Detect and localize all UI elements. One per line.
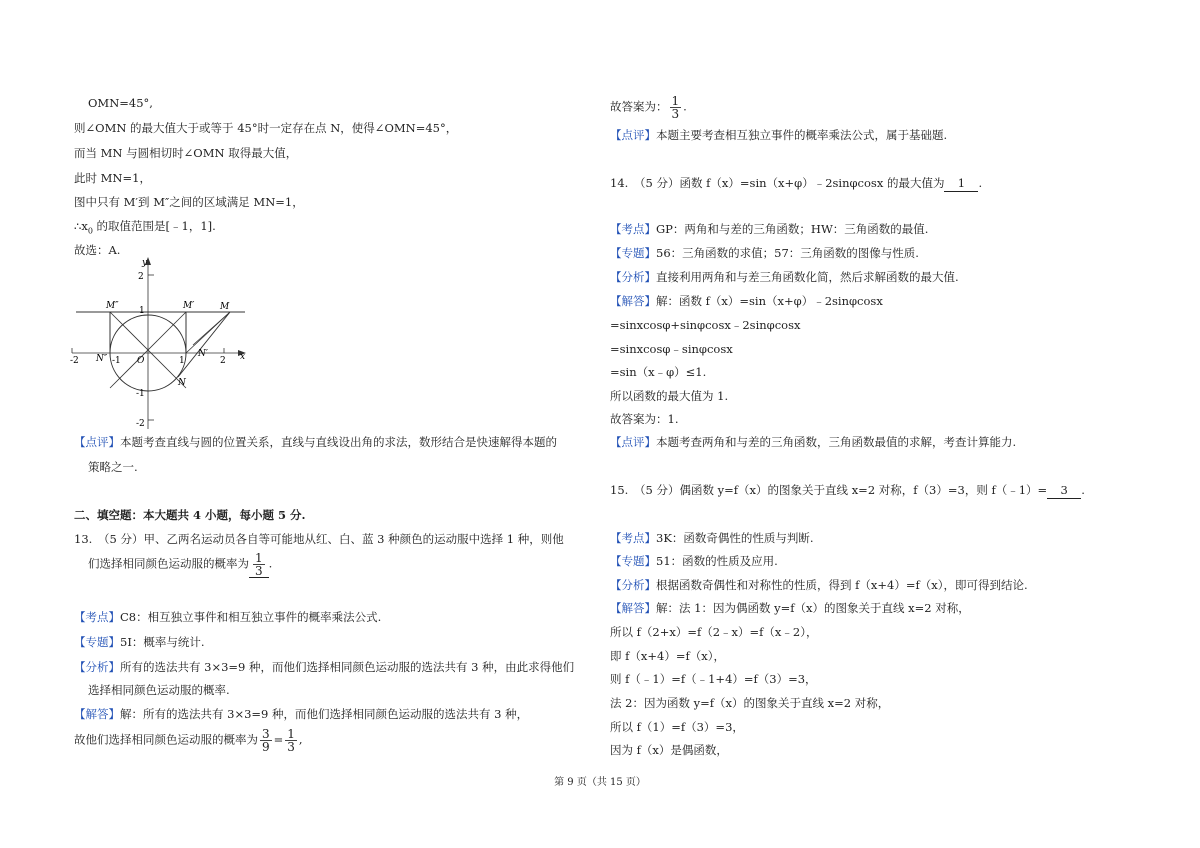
tick-label: 1 <box>179 356 185 366</box>
axis-label-x: x <box>240 352 246 362</box>
text-line: $\therefore x_0$ 的取值范围是[﹣1，1]. <box>74 219 216 236</box>
text-line: 图中只有 M′到 M″之间的区域满足 MN=1， <box>74 195 304 209</box>
question-15: 15. （5 分）偶函数 y=f（x）的图象关于直线 x=2 对称，f（3）=3，则 f（﹣1）= 3 . <box>610 483 1085 497</box>
point-label: N″ <box>96 354 108 364</box>
kaodian-line: 【考点】GP：两角和与差的三角函数；HW：三角函数的最值. <box>610 222 929 236</box>
text-line: 则∠OMN 的最大值大于或等于 45°时一定存在点 N，使得∠OMN=45°， <box>74 121 458 135</box>
text-line: 故他们选择相同颜色运动服的概率为 $\frac{3}{9}$ = $\frac{1}{3}$ , <box>74 727 303 754</box>
jieda-line: 【解答】解：所有的选法共有 3×3=9 种，而他们选择相同颜色运动服的选法共有 3 种， <box>74 707 529 721</box>
point-label: N <box>178 378 186 388</box>
text-line: 故答案为： $\frac{1}{3}$ . <box>610 94 687 121</box>
axis-label-y: y <box>142 258 148 268</box>
origin-label: O <box>137 356 145 366</box>
section-title: 二、填空题：本大题共 4 小题，每小题 5 分. <box>74 508 306 522</box>
jieda-line: 【解答】解：函数 f（x）=sin（x+φ）﹣2sinφcosx <box>610 294 883 308</box>
answer-blank: 1 <box>944 175 978 192</box>
review-line: 【点评】本题考查直线与圆的位置关系，直线与直线设出角的求法，数形结合是快速解得本题的 <box>74 435 557 449</box>
text-line: =sin（x﹣φ）≤1. <box>610 365 707 379</box>
answer-blank: $\frac{1}{3}$ <box>249 552 269 578</box>
fenxi-line: 【分析】根据函数奇偶性和对称性的性质，得到 f（x+4）=f（x），即可得到结论. <box>610 578 1028 592</box>
text-line: 则 f（﹣1）=f（﹣1+4）=f（3）=3， <box>610 672 817 686</box>
fenxi-line: 【分析】所有的选法共有 3×3=9 种，而他们选择相同颜色运动服的选法共有 3 种，由此求得他们 <box>74 660 575 674</box>
point-label: N′ <box>198 349 208 359</box>
jieda-line: 【解答】解：法 1：因为偶函数 y=f（x）的图象关于直线 x=2 对称， <box>610 601 970 615</box>
zhuanti-line: 【专题】5I：概率与统计. <box>74 635 205 649</box>
text-line: 策略之一. <box>88 460 138 474</box>
text-line: =sinxcosφ﹣sinφcosx <box>610 342 733 356</box>
text-line: 故答案为：1. <box>610 412 679 426</box>
text-line: 因为 f（x）是偶函数， <box>610 743 728 757</box>
question-13-line2: 们选择相同颜色运动服的概率为 $\frac{1}{3}$ . <box>88 551 273 578</box>
tick-label: 2 <box>138 272 144 282</box>
answer-blank: 3 <box>1047 482 1081 499</box>
text-line: 即 f（x+4）=f（x）， <box>610 649 725 663</box>
tick-label: -2 <box>70 356 79 366</box>
zhuanti-line: 【专题】51：函数的性质及应用. <box>610 554 778 568</box>
text-line: 选择相同颜色运动服的概率. <box>88 683 230 697</box>
kaodian-line: 【考点】3K：函数奇偶性的性质与判断. <box>610 531 814 545</box>
text-line: 所以函数的最大值为 1. <box>610 389 729 403</box>
text-line: 而当 MN 与圆相切时∠OMN 取得最大值， <box>74 146 298 160</box>
tick-label: 2 <box>220 356 226 366</box>
tick-label: -2 <box>136 419 145 429</box>
kaodian-line: 【考点】C8：相互独立事件和相互独立事件的概率乘法公式. <box>74 610 382 624</box>
zhuanti-line: 【专题】56：三角函数的求值；57：三角函数的图像与性质. <box>610 246 919 260</box>
question-13: 13. （5 分）甲、乙两名运动员各自等可能地从红、白、蓝 3 种颜色的运动服中选择 1 种，则他 <box>74 532 564 546</box>
question-14: 14. （5 分）函数 f（x）=sin（x+φ）﹣2sinφcosx 的最大值为 1 . <box>610 176 983 190</box>
text-line: OMN=45°, <box>88 96 153 110</box>
review-line: 【点评】本题考查两角和与差的三角函数，三角函数最值的求解，考查计算能力. <box>610 435 1017 449</box>
text-line: =sinxcosφ+sinφcosx﹣2sinφcosx <box>610 318 801 332</box>
tick-label: -1 <box>136 389 145 399</box>
text-line: 此时 MN=1， <box>74 171 151 185</box>
text-line: 故选：A. <box>74 243 121 257</box>
text-line: 法 2：因为函数 y=f（x）的图象关于直线 x=2 对称， <box>610 696 890 710</box>
point-label: M′ <box>183 301 195 311</box>
page-footer: 第 9 页（共 15 页） <box>554 777 646 788</box>
point-label: M <box>220 302 230 312</box>
text-line: 所以 f（1）=f（3）=3， <box>610 720 744 734</box>
fenxi-line: 【分析】直接利用两角和与差三角函数化简，然后求解函数的最大值. <box>610 270 959 284</box>
tick-label: 1 <box>139 306 145 316</box>
tick-label: -1 <box>112 356 121 366</box>
text-line: 所以 f（2+x）=f（2﹣x）=f（x﹣2）， <box>610 625 818 639</box>
point-label: M″ <box>106 301 119 311</box>
review-line: 【点评】本题主要考查相互独立事件的概率乘法公式，属于基础题. <box>610 128 948 142</box>
circle-figure <box>70 255 260 435</box>
